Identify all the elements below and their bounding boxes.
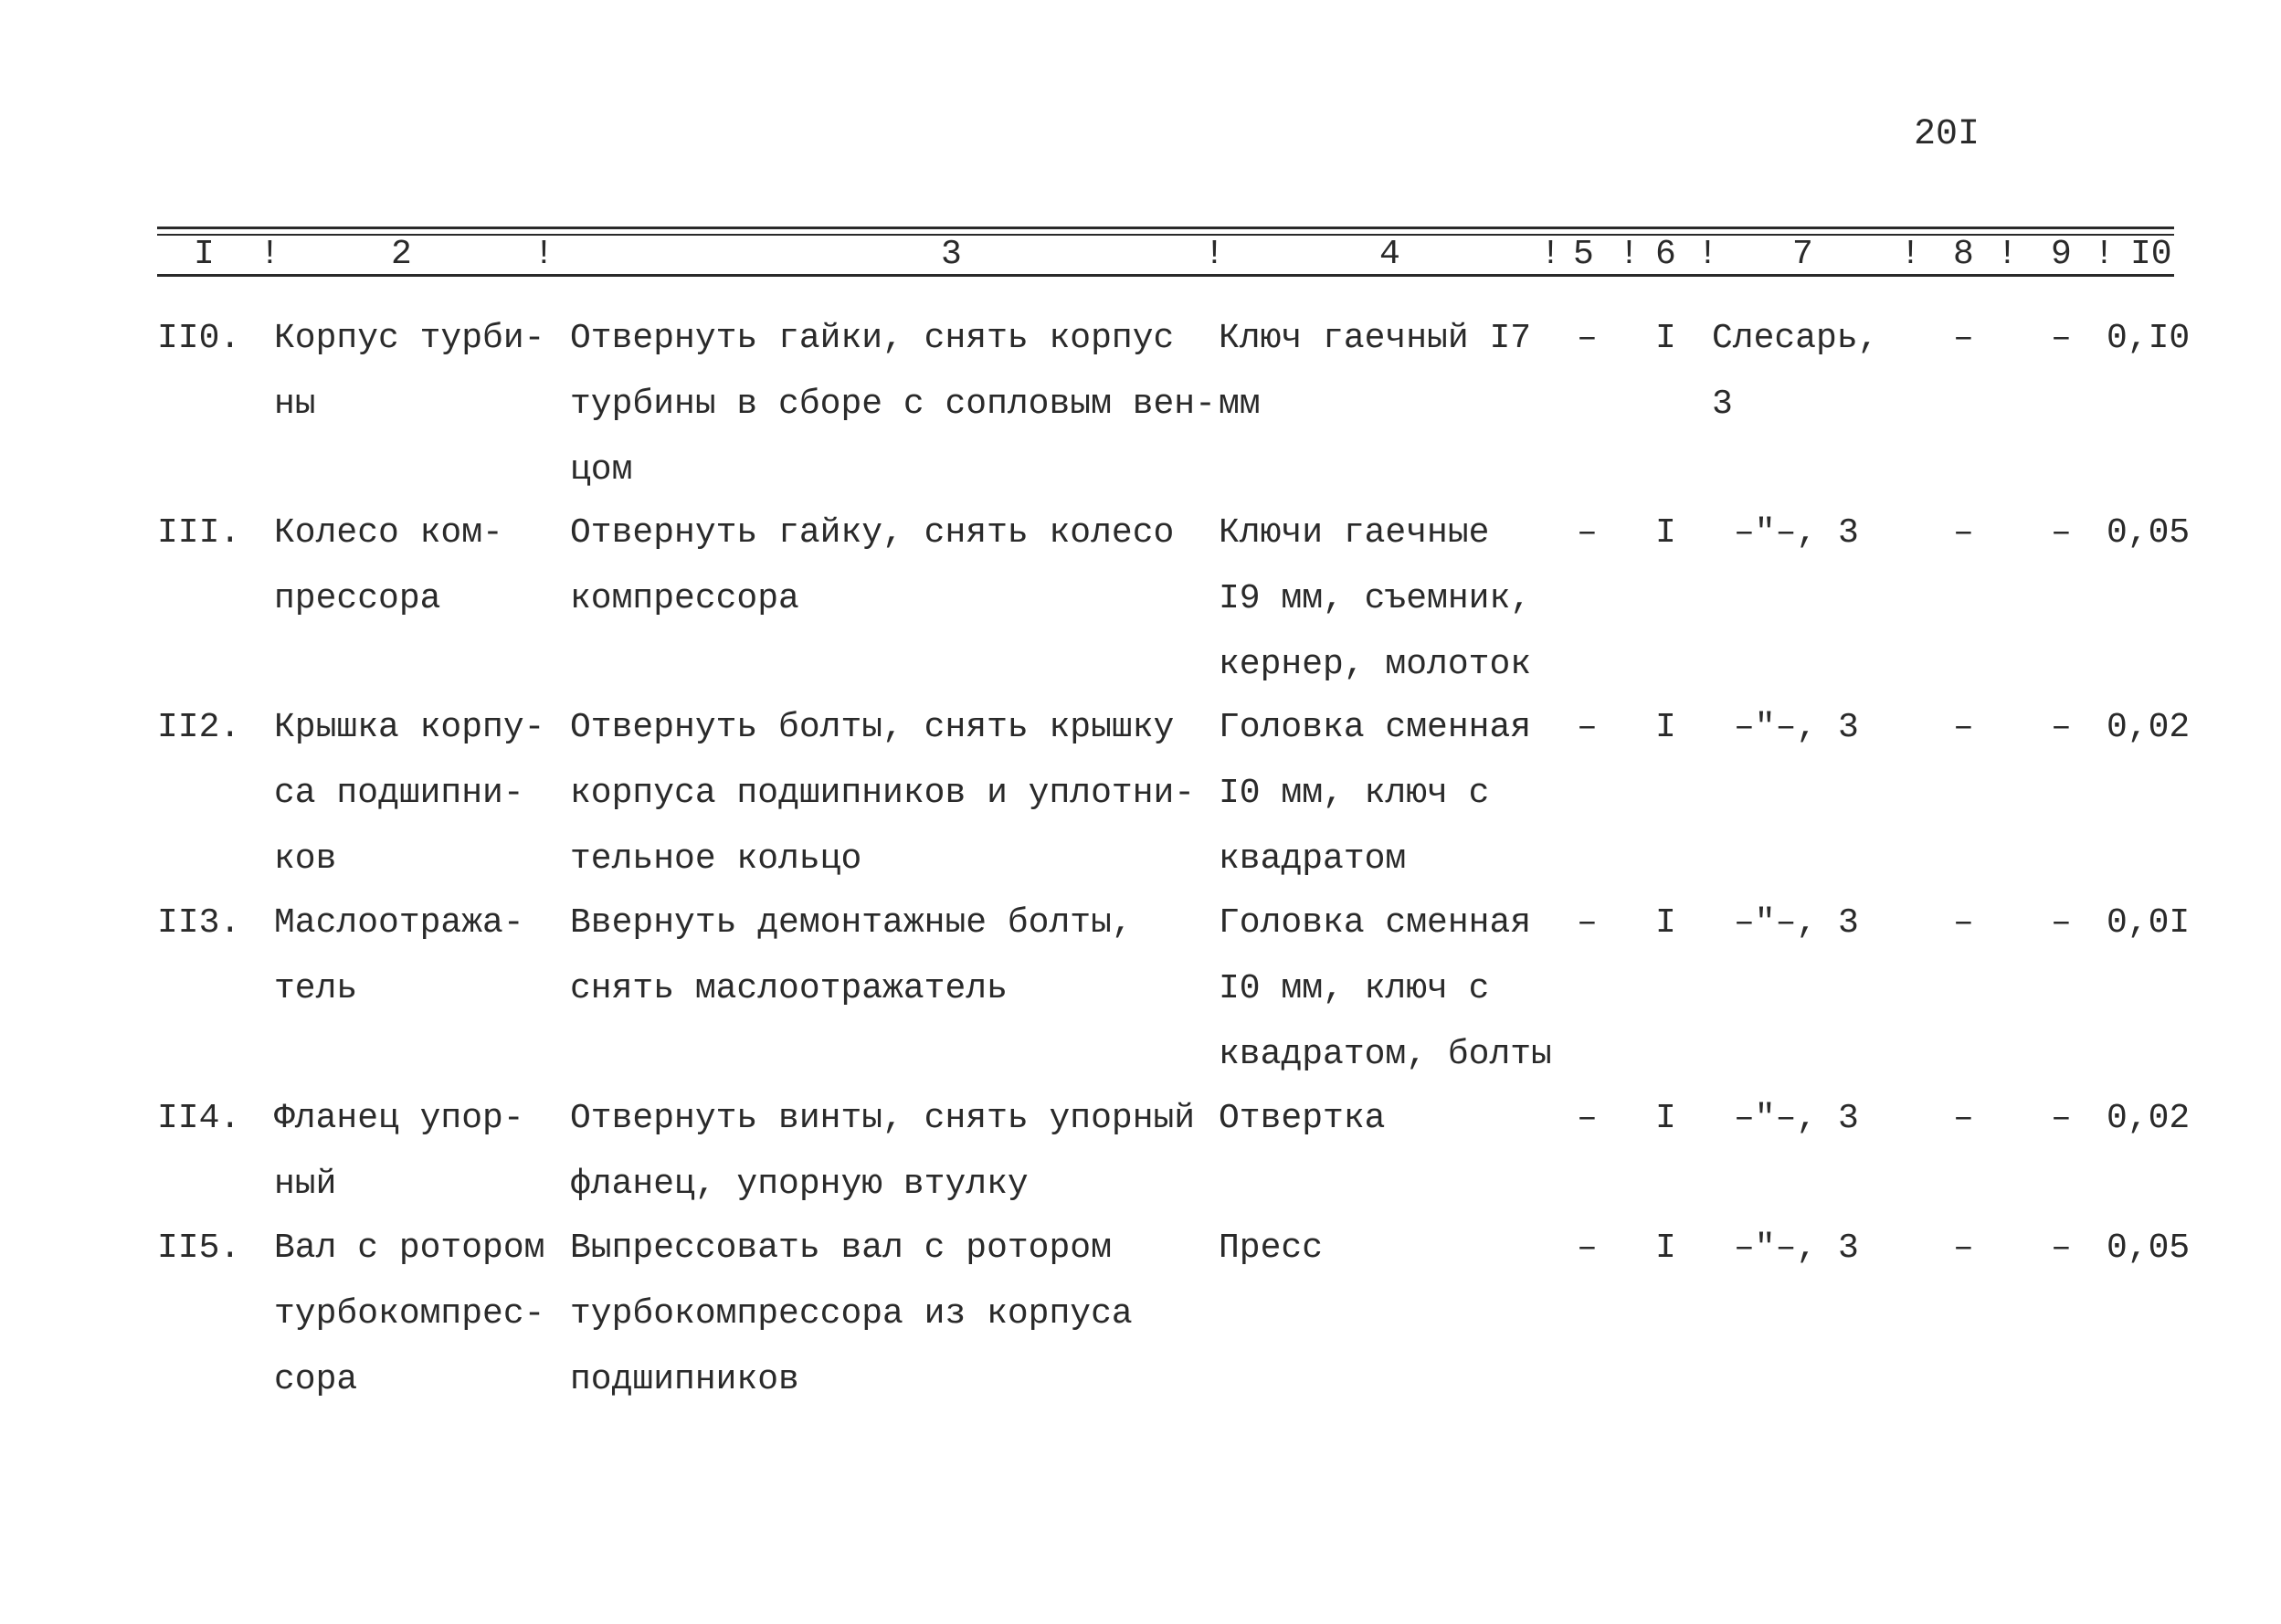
col-separator: ! — [1997, 235, 2018, 274]
row-number: II2. — [157, 708, 241, 747]
col-separator: ! — [1697, 235, 1718, 274]
col-header-2: 2 — [391, 235, 412, 274]
col10-value: 0,02 — [2107, 1099, 2191, 1138]
col-header-6: 6 — [1655, 235, 1676, 274]
col6-value: I — [1655, 903, 1676, 943]
col7-value: –"–, 3 — [1734, 1099, 1859, 1138]
operation: Отвернуть винты, снять упорный фланец, упорную втулку — [570, 1099, 1196, 1204]
tool: Пресс — [1219, 1229, 1324, 1268]
col-separator: ! — [259, 235, 280, 274]
col10-value: 0,05 — [2107, 513, 2191, 553]
part-name: Колесо ком- прессора — [274, 513, 503, 618]
col9-value: – — [2051, 903, 2072, 943]
col-separator: ! — [1900, 235, 1921, 274]
col-separator: ! — [1619, 235, 1640, 274]
col8-value: – — [1953, 319, 1974, 358]
col-header-8: 8 — [1953, 235, 1974, 274]
col9-value: – — [2051, 319, 2072, 358]
operation: Отвернуть гайку, снять колесо компрессора — [570, 513, 1175, 618]
row-number: III. — [157, 513, 241, 553]
col-separator: ! — [1540, 235, 1561, 274]
page-number: 20I — [1914, 114, 1980, 155]
col10-value: 0,05 — [2107, 1229, 2191, 1268]
col8-value: – — [1953, 903, 1974, 943]
col10-value: 0,02 — [2107, 708, 2191, 747]
col9-value: – — [2051, 513, 2072, 553]
part-name: Фланец упор- ный — [274, 1099, 524, 1204]
col-separator: ! — [2094, 235, 2115, 274]
col-header-3: 3 — [941, 235, 962, 274]
col9-value: – — [2051, 708, 2072, 747]
col5-value: – — [1577, 708, 1598, 747]
col8-value: – — [1953, 708, 1974, 747]
col6-value: I — [1655, 319, 1676, 358]
col-header-1: I — [194, 235, 215, 274]
col-separator: ! — [533, 235, 554, 274]
col5-value: – — [1577, 903, 1598, 943]
row-number: II0. — [157, 319, 241, 358]
operation: Отвернуть гайки, снять корпус турбины в сборе с сопловым вен- цом — [570, 319, 1216, 490]
header-rule-top — [157, 227, 2174, 229]
col-header-9: 9 — [2051, 235, 2072, 274]
tool: Ключи гаечные I9 мм, съемник, кернер, молоток — [1219, 513, 1532, 684]
tool: Головка сменная I0 мм, ключ с квадратом — [1219, 708, 1532, 879]
part-name: Вал с ротором турбокомпрес- сора — [274, 1229, 545, 1399]
col7-value: –"–, 3 — [1734, 903, 1859, 943]
col8-value: – — [1953, 513, 1974, 553]
row-number: II4. — [157, 1099, 241, 1138]
col8-value: – — [1953, 1229, 1974, 1268]
col5-value: – — [1577, 1229, 1598, 1268]
tool: Головка сменная I0 мм, ключ с квадратом, болты — [1219, 903, 1552, 1074]
col5-value: – — [1577, 1099, 1598, 1138]
col6-value: I — [1655, 513, 1676, 553]
col8-value: – — [1953, 1099, 1974, 1138]
part-name: Маслоотража- тель — [274, 903, 524, 1008]
col9-value: – — [2051, 1099, 2072, 1138]
col10-value: 0,0I — [2107, 903, 2191, 943]
col7-value: –"–, 3 — [1734, 708, 1859, 747]
operation: Отвернуть болты, снять крышку корпуса подшипников и уплотни- тельное кольцо — [570, 708, 1196, 879]
col6-value: I — [1655, 1229, 1676, 1268]
row-number: II3. — [157, 903, 241, 943]
col-header-7: 7 — [1792, 235, 1813, 274]
col9-value: – — [2051, 1229, 2072, 1268]
col10-value: 0,I0 — [2107, 319, 2191, 358]
header-rule-top-inner — [157, 234, 2174, 236]
part-name: Крышка корпу- са подшипни- ков — [274, 708, 545, 879]
operation: Ввернуть демонтажные болты, снять маслоотражатель — [570, 903, 1133, 1008]
col-header-5: 5 — [1573, 235, 1594, 274]
col-separator: ! — [1204, 235, 1225, 274]
tool: Ключ гаечный I7 мм — [1219, 319, 1532, 424]
col7-value: –"–, 3 — [1734, 513, 1859, 553]
col6-value: I — [1655, 708, 1676, 747]
col6-value: I — [1655, 1099, 1676, 1138]
col7-value: –"–, 3 — [1734, 1229, 1859, 1268]
row-number: II5. — [157, 1229, 241, 1268]
operation: Выпрессовать вал с ротором турбокомпрессора из корпуса подшипников — [570, 1229, 1133, 1399]
col5-value: – — [1577, 319, 1598, 358]
tool: Отвертка — [1219, 1099, 1386, 1138]
header-rule-bottom — [157, 274, 2174, 277]
part-name: Корпус турби- ны — [274, 319, 545, 424]
col7-value: Слесарь, 3 — [1712, 319, 1879, 424]
col-header-4: 4 — [1379, 235, 1400, 274]
col5-value: – — [1577, 513, 1598, 553]
col-header-10: I0 — [2130, 235, 2172, 274]
